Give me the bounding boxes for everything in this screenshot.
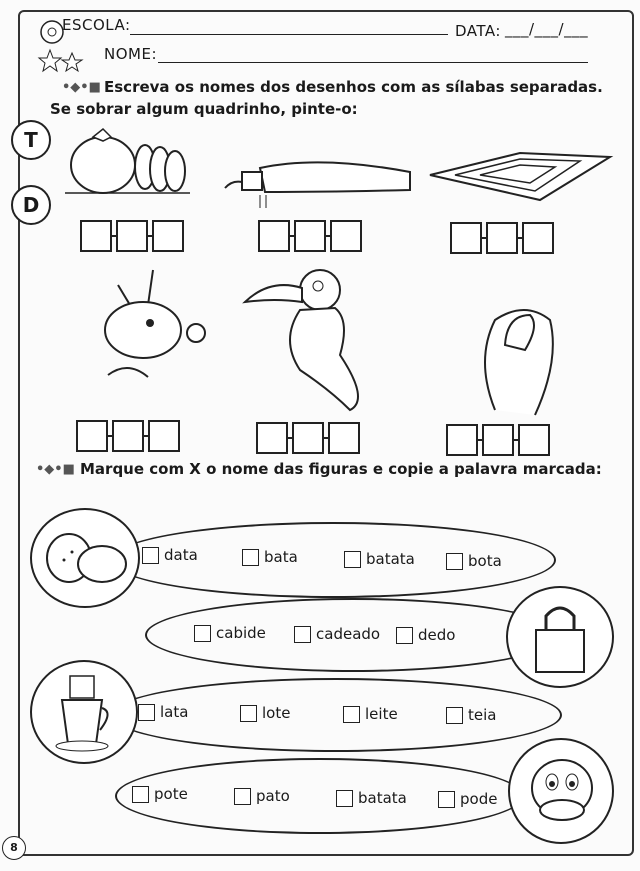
instruction-line-2: Se sobrar algum quadrinho, pinte-o: [50,100,358,118]
picture-circle [30,508,140,608]
picture-circle [506,586,614,688]
letter-circle-d: D [11,185,51,225]
option-dedo[interactable]: dedo [396,626,455,644]
option-lote[interactable]: lote [240,704,290,722]
instruction-line-1: Escreva os nomes dos desenhos com as sílabas separadas. [104,78,603,96]
syllable-boxes-tomato [80,220,184,252]
syllable-box[interactable] [112,420,144,452]
finger-icon [455,300,565,420]
option-batata-2[interactable]: batata [336,789,407,807]
syllable-box[interactable] [522,222,554,254]
checkbox[interactable] [446,553,463,570]
option-data[interactable]: data [142,546,198,564]
syllable-box[interactable] [518,424,550,456]
duck-icon [522,752,602,832]
syllable-boxes-mouse [76,420,180,452]
option-leite[interactable]: leite [343,705,398,723]
option-pato[interactable]: pato [234,787,290,805]
syllable-box[interactable] [482,424,514,456]
bullet-icon: •◆•■ [62,80,101,95]
syllable-boxes-rug [450,222,554,254]
checkbox[interactable] [240,705,257,722]
syllable-box[interactable] [294,220,326,252]
syllable-box[interactable] [330,220,362,252]
syllable-boxes-toucan [256,422,360,454]
checkbox[interactable] [396,627,413,644]
toucan-icon [240,260,380,420]
mouse-icon [88,265,218,395]
padlock-icon [530,598,590,678]
checkbox[interactable] [234,788,251,805]
syllable-box[interactable] [328,422,360,454]
picture-circle [508,738,614,844]
checkbox[interactable] [242,549,259,566]
stars-icon [40,48,100,78]
checkbox[interactable] [138,704,155,721]
checkbox[interactable] [142,547,159,564]
syllable-box[interactable] [256,422,288,454]
syllable-box[interactable] [486,222,518,254]
option-bata[interactable]: bata [242,548,298,566]
option-cabide[interactable]: cabide [194,624,266,642]
option-teia[interactable]: teia [446,706,496,724]
milk-cup-icon [52,672,122,752]
tomato-icon [65,125,195,200]
potato-icon [44,530,129,590]
option-pote[interactable]: pote [132,785,188,803]
syllable-boxes-toothpaste [258,220,362,252]
syllable-boxes-finger [446,424,550,456]
syllable-box[interactable] [116,220,148,252]
checkbox[interactable] [194,625,211,642]
syllable-box[interactable] [152,220,184,252]
option-bota[interactable]: bota [446,552,502,570]
date-label: DATA: [455,22,501,40]
syllable-box[interactable] [76,420,108,452]
section2-instruction: Marque com X o nome das figuras e copie a palavra marcada: [80,460,602,478]
date-field[interactable]: ___/___/___ [505,20,589,38]
syllable-box[interactable] [80,220,112,252]
letter-circle-t: T [11,120,51,160]
picture-circle [30,660,138,764]
name-label: NOME: [104,45,158,63]
option-pode[interactable]: pode [438,790,497,808]
syllable-box[interactable] [292,422,324,454]
rug-icon [420,145,620,205]
option-lata[interactable]: lata [138,703,188,721]
syllable-box[interactable] [148,420,180,452]
school-label: ESCOLA: [62,16,131,34]
toothpaste-icon [220,150,420,210]
option-batata[interactable]: batata [344,550,415,568]
syllable-box[interactable] [258,220,290,252]
checkbox[interactable] [132,786,149,803]
checkbox[interactable] [438,791,455,808]
checkbox[interactable] [294,626,311,643]
option-cadeado[interactable]: cadeado [294,625,380,643]
page-number: 8 [2,836,26,860]
checkbox[interactable] [446,707,463,724]
syllable-box[interactable] [446,424,478,456]
checkbox[interactable] [344,551,361,568]
checkbox[interactable] [336,790,353,807]
school-field[interactable] [130,34,448,35]
syllable-box[interactable] [450,222,482,254]
bullet-icon: •◆•■ [36,462,75,477]
name-field[interactable] [158,62,588,63]
checkbox[interactable] [343,706,360,723]
